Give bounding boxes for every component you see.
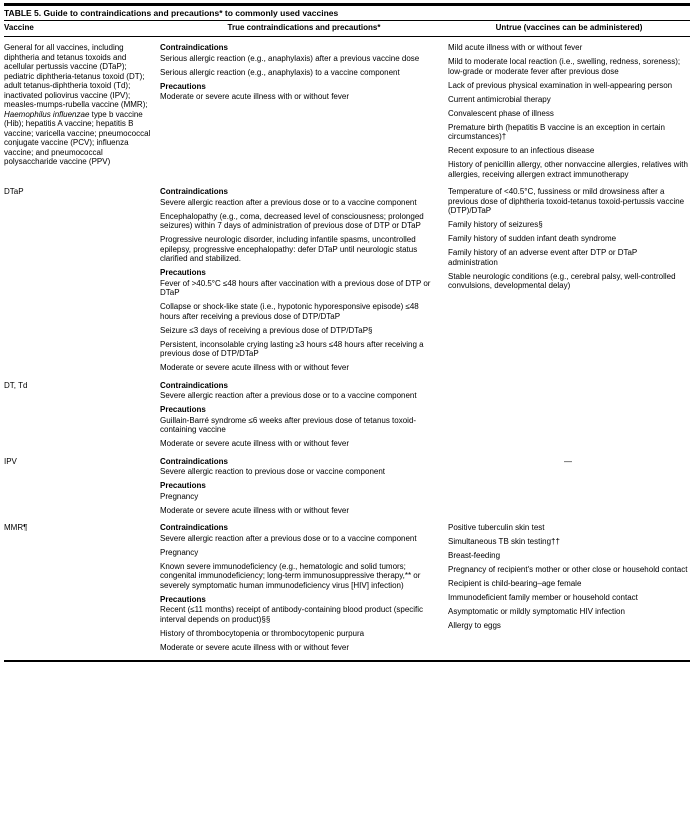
cell-paragraph: Seizure ≤3 days of receiving a previous dose of DTP/DTaP§ [160,325,373,335]
table-row [4,187,690,381]
cell-paragraph: Mild to moderate local reaction (i.e., swelling, redness, soreness); low-grade or moderate fever after previous dose [448,57,681,76]
true-contraindications-cell [160,187,448,373]
table-bottom-rule [4,660,690,662]
cell-paragraph: Persistent, inconsolable crying lasting ≥3 hours ≤48 hours after receiving a previous dose of DTP/DTaP [160,339,424,358]
cell-subheading: Precautions [160,268,206,277]
cell-paragraph: Severe allergic reaction to previous dose or vaccine component [160,467,386,476]
cell-paragraph: Serious allergic reaction (e.g., anaphylaxis) after a previous vaccine dose [160,53,420,63]
vaccine-cell [4,43,160,179]
untrue-cell [448,523,690,652]
vaccine-cell [4,457,160,516]
cell-paragraph: Breast-feeding [448,551,501,560]
cell-paragraph: Immunodeficient family member or household contact [448,593,638,602]
table-header-row [4,20,690,37]
untrue-cell [448,187,690,373]
cell-paragraph: Collapse or shock-like state (i.e., hypotonic hyporesponsive episode) ≤48 hours after receiving a previous dose of DTP/DTaP [160,302,419,321]
cell-subheading: Contraindications [160,380,229,390]
cell-paragraph: Mild acute illness with or without fever [448,43,583,52]
table-title: TABLE 5. Guide to contraindications and precautions* to commonly used vaccines [4,3,690,20]
cell-paragraph: Pregnancy of recipient's mother or other close or household contact [448,565,688,574]
vaccine-name-text: DTaP [4,187,24,196]
empty-cell-dash: — [564,456,572,466]
cell-paragraph: Family history of an adverse event after DTP or DTaP administration [448,248,638,267]
true-contraindications-cell [160,43,448,179]
cell-subheading: Contraindications [160,43,229,52]
cell-subheading: Contraindications [160,523,229,532]
cell-paragraph: History of thrombocytopenia or thrombocytopenic purpura [160,628,365,638]
cell-paragraph: Convalescent phase of illness [448,108,554,118]
cell-paragraph: Moderate or severe acute illness with or without fever [160,505,349,515]
cell-paragraph: Encephalopathy (e.g., coma, decreased level of consciousness; prolonged seizures) within 7 days of administration of previous dose of DTP or DTaP [160,211,424,230]
cell-paragraph: Positive tuberculin skin test [448,523,545,532]
vaccine-name-text: IPV [4,456,17,466]
column-header-untrue: Untrue (vaccines can be administered) [495,23,643,32]
cell-subheading: Contraindications [160,456,229,466]
cell-paragraph: Moderate or severe acute illness with or without fever [160,92,349,101]
untrue-cell [448,381,690,449]
cell-paragraph: Premature birth (hepatitis B vaccine is an exception in certain circumstances)† [448,122,665,141]
cell-paragraph: Asymptomatic or mildly symptomatic HIV infection [448,607,625,616]
vaccine-name-italic: Haemophilus influenzae [4,109,90,119]
cell-subheading: Precautions [160,594,206,604]
table-row [4,523,690,660]
cell-paragraph: Family history of sudden infant death syndrome [448,234,617,243]
cell-paragraph: Fever of >40.5°C ≤48 hours after vaccination with a previous dose of DTP or DTaP [160,278,431,297]
column-header-vaccine: Vaccine [4,23,34,32]
cell-subheading: Precautions [160,405,206,414]
cell-paragraph: Severe allergic reaction after a previous dose or to a vaccine component [160,533,417,543]
cell-paragraph: Serious allergic reaction (e.g., anaphylaxis) to a vaccine component [160,67,400,77]
cell-paragraph: Pregnancy [160,491,199,501]
cell-paragraph: Moderate or severe acute illness with or without fever [160,363,349,372]
table-row [4,381,690,457]
cell-paragraph: Allergy to eggs [448,621,501,630]
vaccine-cell [4,523,160,652]
true-contraindications-cell [160,523,448,652]
vaccine-name-text: DT, Td [4,380,28,390]
cell-subheading: Contraindications [160,187,229,196]
cell-subheading: Precautions [160,481,206,490]
cell-paragraph: Lack of previous physical examination in well-appearing person [448,80,673,90]
table-row [4,43,690,187]
table-body [4,37,690,660]
cell-paragraph: History of penicillin allergy, other nonvaccine allergies, relatives with allergies, receiving allergen extract immunotherapy [448,160,688,179]
cell-paragraph: Severe allergic reaction after a previous dose or to a vaccine component [160,391,417,400]
cell-paragraph: Simultaneous TB skin testing†† [448,537,560,546]
true-contraindications-cell [160,381,448,449]
cell-paragraph: Stable neurologic conditions (e.g., cerebral palsy, well-controlled convulsions, developmental delay) [448,271,676,290]
untrue-cell [448,43,690,179]
vaccine-name-text: General for all vaccines, including diphtheria and tetanus toxoids and acellular pertussis vaccine (DTaP); pediatric diphtheria-tetanus toxoid (DT); adult tetanus-diphtheria toxoid (Td); inactivated poliovirus vaccine (IPV); measles-mumps-rubella vaccine (MMR); [4,43,148,109]
cell-paragraph: Severe allergic reaction after a previous dose or to a vaccine component [160,197,417,207]
cell-paragraph: Guillain-Barré syndrome ≤6 weeks after previous dose of tetanus toxoid-containing vaccine [160,415,417,434]
vaccine-name-text: MMR¶ [4,523,28,532]
cell-paragraph: Pregnancy [160,547,199,557]
cell-paragraph: Temperature of <40.5°C, fussiness or mild drowsiness after a previous dose of diphtheria toxoid-tetanus toxoid-pertussis vaccine (DTP)/DTaP [448,187,685,215]
cell-paragraph: Moderate or severe acute illness with or without fever [160,642,349,652]
vaccine-cell [4,381,160,449]
cell-paragraph: Current antimicrobial therapy [448,94,551,104]
vaccine-cell [4,187,160,373]
cell-paragraph: Recent exposure to an infectious disease [448,146,595,155]
cell-paragraph: Recent (≤11 months) receipt of antibody-containing blood product (specific interval depends on product)§§ [160,605,424,624]
vaccine-name-text: type b vaccine (Hib); hepatitis A vaccine; hepatitis B vaccine; varicella vaccine; pneumococcal conjugate vaccine (PCV); influenza vaccine; and pneumococcal polysaccharide vaccine (PPV) [4,109,151,166]
cell-paragraph: Recipient is child-bearing–age female [448,579,582,588]
cell-paragraph: Known severe immunodeficiency (e.g., hematologic and solid tumors; congenital immunodeficiency; long-term immunosuppressive therapy,** or severely symptomatic human immunodeficiency virus [HIV] infection) [160,561,421,590]
true-contraindications-cell [160,457,448,516]
cell-paragraph: Moderate or severe acute illness with or without fever [160,439,349,448]
table-row [4,457,690,524]
untrue-cell [448,457,690,516]
cell-subheading: Precautions [160,81,206,91]
column-header-true-contraindications: True contraindications and precautions* [227,23,381,32]
cell-paragraph: Progressive neurologic disorder, including infantile spasms, uncontrolled epilepsy, progressive encephalopathy: defer DTaP until neurologic status clarified and stabilized. [160,235,418,263]
cell-paragraph: Family history of seizures§ [448,220,543,229]
